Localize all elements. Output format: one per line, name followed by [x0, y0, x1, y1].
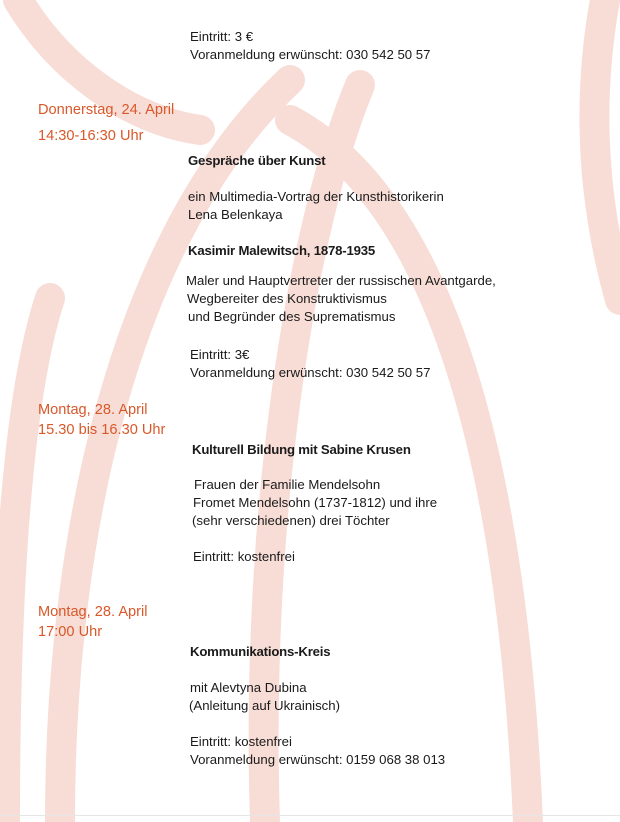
event-title: Gespräche über Kunst: [188, 153, 326, 168]
event-registration: Voranmeldung erwünscht: 030 542 50 57: [190, 365, 431, 380]
event-description-line: ein Multimedia-Vortrag der Kunsthistorikerin: [188, 189, 444, 204]
event-description-line: mit Alevtyna Dubina: [190, 680, 307, 695]
top-admission: Eintritt: 3 €: [190, 29, 254, 44]
event-detail-line: Wegbereiter des Konstruktivismus: [187, 291, 387, 306]
event-title: Kulturell Bildung mit Sabine Krusen: [192, 442, 411, 457]
event-registration: Voranmeldung erwünscht: 0159 068 38 013: [190, 752, 446, 767]
event-title: Kommunikations-Kreis: [190, 644, 331, 659]
watermark-arc-far-right: [594, 0, 620, 300]
event-description-line: Frauen der Familie Mendelsohn: [194, 477, 381, 492]
event-admission: Eintritt: kostenfrei: [190, 734, 292, 749]
event-time: 15.30 bis 16.30 Uhr: [38, 422, 166, 438]
top-registration: Voranmeldung erwünscht: 030 542 50 57: [190, 47, 431, 62]
event-detail-line: und Begründer des Suprematismus: [188, 309, 396, 324]
page-bottom-divider: [0, 815, 620, 816]
event-date: Donnerstag, 24. April: [38, 102, 175, 118]
event-description-line: (Anleitung auf Ukrainisch): [189, 698, 340, 713]
watermark-arc-left: [5, 298, 50, 822]
event-date: Montag, 28. April: [38, 604, 148, 620]
event-time: 14:30-16:30 Uhr: [38, 128, 144, 144]
event-admission: Eintritt: 3€: [190, 347, 250, 362]
event-description-line: Lena Belenkaya: [188, 207, 283, 222]
event-date: Montag, 28. April: [38, 402, 148, 418]
event-detail-line: Maler und Hauptvertreter der russischen Avantgarde,: [186, 273, 496, 288]
event-description-line: Fromet Mendelsohn (1737-1812) und ihre: [193, 495, 438, 510]
event-admission: Eintritt: kostenfrei: [193, 549, 295, 564]
event-time: 17:00 Uhr: [38, 624, 103, 640]
event-description-line: (sehr verschiedenen) drei Töchter: [192, 513, 390, 528]
event-subtitle: Kasimir Malewitsch, 1878-1935: [188, 243, 375, 258]
